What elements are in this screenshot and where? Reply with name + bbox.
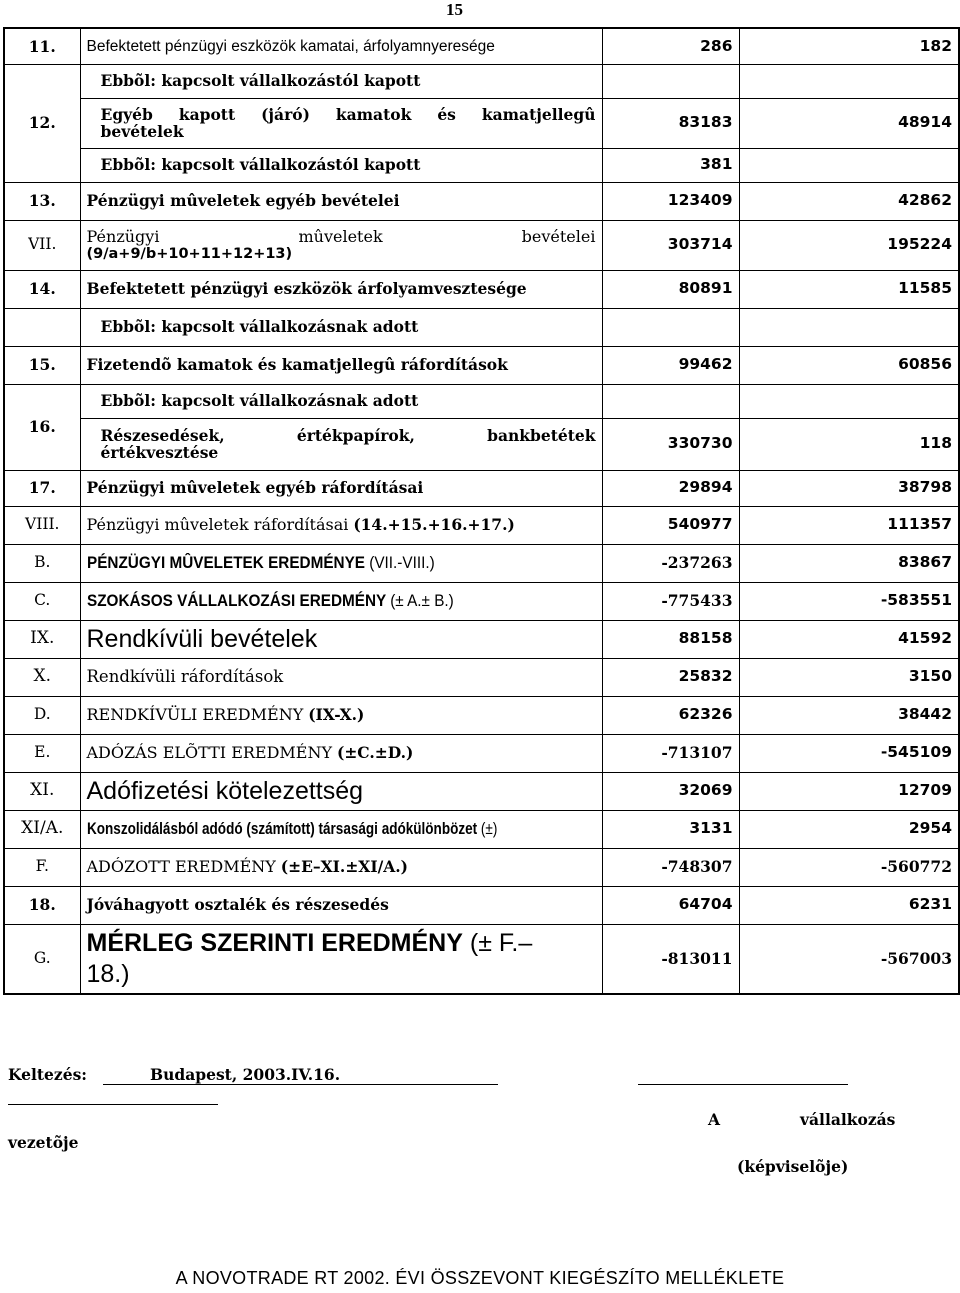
value-previous: 3150 xyxy=(739,658,959,696)
row-subitem: Ebbõl: kapcsolt vállalkozásnak adott xyxy=(80,308,602,346)
row-number: E. xyxy=(4,734,80,772)
row-description: Pénzügyi mûveletek bevételei (9/a+9/b+10+11+12+13) xyxy=(80,220,602,270)
value-current: 62326 xyxy=(602,696,739,734)
value-previous: 42862 xyxy=(739,182,959,220)
row-description: SZOKÁSOS VÁLLALKOZÁSI EREDMÉNY (± A.± B.) xyxy=(80,582,602,620)
row-number: 18. xyxy=(4,886,80,924)
page-number: 15 xyxy=(446,0,463,19)
row-description: Befektetett pénzügyi eszközök árfolyamvesztesége xyxy=(80,270,602,308)
row-description: Jóváhagyott osztalék és részesedés xyxy=(80,886,602,924)
date-value: Budapest, 2003.IV.16. xyxy=(150,1065,341,1084)
table-row xyxy=(4,544,959,582)
row-description: RENDKÍVÜLI EREDMÉNY (IX-X.) xyxy=(80,696,602,734)
value-current: 3131 xyxy=(602,810,739,848)
table-row xyxy=(4,270,959,308)
value-current: 32069 xyxy=(602,772,739,810)
signature-caption-representative: (képviselõje) xyxy=(737,1157,849,1176)
row-number: VIII. xyxy=(4,506,80,544)
date-underline xyxy=(103,1084,498,1085)
table-row xyxy=(4,220,959,270)
table-row xyxy=(4,98,959,148)
table-row xyxy=(4,418,959,470)
value-current: 286 xyxy=(602,28,739,64)
row-number: X. xyxy=(4,658,80,696)
value-current: 99462 xyxy=(602,346,739,384)
table-row xyxy=(4,64,959,98)
value-current: 83183 xyxy=(602,98,739,148)
row-number: 13. xyxy=(4,182,80,220)
value-previous: 41592 xyxy=(739,620,959,658)
value-previous: 6231 xyxy=(739,886,959,924)
row-number: D. xyxy=(4,696,80,734)
table-row xyxy=(4,148,959,182)
table-row xyxy=(4,308,959,346)
row-number: C. xyxy=(4,582,80,620)
row-description: Részesedések, értékpapírok, bankbetétek értékvesztése xyxy=(80,418,602,470)
value-previous: 182 xyxy=(739,28,959,64)
value-previous: 48914 xyxy=(739,98,959,148)
signature-line-left xyxy=(8,1104,218,1105)
row-number: B. xyxy=(4,544,80,582)
value-current: -713107 xyxy=(602,734,739,772)
signature-caption-company: vállalkozás xyxy=(800,1110,896,1129)
table-row xyxy=(4,506,959,544)
row-description: Pénzügyi mûveletek egyéb ráfordításai xyxy=(80,470,602,506)
table-row xyxy=(4,582,959,620)
table-row xyxy=(4,886,959,924)
row-description: Pénzügyi mûveletek ráfordításai (14.+15.+16.+17.) xyxy=(80,506,602,544)
signature-caption-leader: vezetõje xyxy=(8,1133,79,1152)
table-row xyxy=(4,734,959,772)
signature-caption-a: A xyxy=(708,1110,721,1129)
row-number: XI. xyxy=(4,772,80,810)
row-number: IX. xyxy=(4,620,80,658)
row-description: Befektetett pénzügyi eszközök kamatai, árfolyamnyeresége xyxy=(80,28,602,64)
row-description: Pénzügyi mûveletek egyéb bevételei xyxy=(80,182,602,220)
row-description: PÉNZÜGYI MÛVELETEK EREDMÉNYE (VII.-VIII.) xyxy=(80,544,602,582)
value-previous: 60856 xyxy=(739,346,959,384)
value-current: 25832 xyxy=(602,658,739,696)
table-row xyxy=(4,28,959,64)
row-subitem: Ebbõl: kapcsolt vállalkozásnak adott xyxy=(80,384,602,418)
row-number: 11. xyxy=(4,28,80,64)
value-current: 330730 xyxy=(602,418,739,470)
table-row xyxy=(4,384,959,418)
value-current: 64704 xyxy=(602,886,739,924)
table-row xyxy=(4,848,959,886)
row-number: 16. xyxy=(4,384,80,470)
signature-line-right xyxy=(638,1084,848,1085)
financial-statement-table xyxy=(3,27,960,995)
table-row xyxy=(4,772,959,810)
value-current: -237263 xyxy=(602,544,739,582)
value-previous: 83867 xyxy=(739,544,959,582)
value-current: -748307 xyxy=(602,848,739,886)
row-description: ADÓZÁS ELÕTTI EREDMÉNY (±C.±D.) xyxy=(80,734,602,772)
value-previous: -567003 xyxy=(739,924,959,994)
value-previous: 12709 xyxy=(739,772,959,810)
table-row xyxy=(4,620,959,658)
row-description: MÉRLEG SZERINTI EREDMÉNY (± F.– 18.) xyxy=(80,924,602,994)
value-previous: 195224 xyxy=(739,220,959,270)
value-current: 123409 xyxy=(602,182,739,220)
row-number: 17. xyxy=(4,470,80,506)
table-row xyxy=(4,346,959,384)
row-number: 12. xyxy=(4,64,80,182)
table-row xyxy=(4,810,959,848)
row-description: Fizetendõ kamatok és kamatjellegû ráfordítások xyxy=(80,346,602,384)
value-previous: 11585 xyxy=(739,270,959,308)
row-subitem: Ebbõl: kapcsolt vállalkozástól kapott xyxy=(80,148,602,182)
row-subitem: Ebbõl: kapcsolt vállalkozástól kapott xyxy=(80,64,602,98)
value-current: 303714 xyxy=(602,220,739,270)
table-row xyxy=(4,696,959,734)
value-current: 80891 xyxy=(602,270,739,308)
value-previous: 118 xyxy=(739,418,959,470)
row-description: Konszolidálásból adódó (számított) társasági adókülönbözet (±) xyxy=(80,810,602,848)
table-row xyxy=(4,658,959,696)
value-current: -813011 xyxy=(602,924,739,994)
value-previous: 2954 xyxy=(739,810,959,848)
row-description: Rendkívüli ráfordítások xyxy=(80,658,602,696)
value-current: 29894 xyxy=(602,470,739,506)
value-previous: 38442 xyxy=(739,696,959,734)
row-description: ADÓZOTT EREDMÉNY (±E–XI.±XI/A.) xyxy=(80,848,602,886)
row-description: Adófizetési kötelezettség xyxy=(80,772,602,810)
row-description: Egyéb kapott (járó) kamatok és kamatjellegû bevételek xyxy=(80,98,602,148)
value-previous: -583551 xyxy=(739,582,959,620)
document-title: A NOVOTRADE RT 2002. ÉVI ÖSSZEVONT KIEGÉSZÍTO MELLÉKLETE xyxy=(175,1268,785,1288)
row-number: G. xyxy=(4,924,80,994)
row-number: VII. xyxy=(4,220,80,270)
row-description: Rendkívüli bevételek xyxy=(80,620,602,658)
value-previous: 38798 xyxy=(739,470,959,506)
value-previous: -560772 xyxy=(739,848,959,886)
row-number: 14. xyxy=(4,270,80,308)
row-number: XI/A. xyxy=(4,810,80,848)
row-number: F. xyxy=(4,848,80,886)
value-current: 540977 xyxy=(602,506,739,544)
table-row xyxy=(4,924,959,994)
row-number: 15. xyxy=(4,346,80,384)
value-current: 88158 xyxy=(602,620,739,658)
table-row xyxy=(4,182,959,220)
value-current: 381 xyxy=(602,148,739,182)
value-previous: -545109 xyxy=(739,734,959,772)
value-previous: 111357 xyxy=(739,506,959,544)
table-row xyxy=(4,470,959,506)
date-label: Keltezés: xyxy=(8,1065,88,1084)
value-current: -775433 xyxy=(602,582,739,620)
